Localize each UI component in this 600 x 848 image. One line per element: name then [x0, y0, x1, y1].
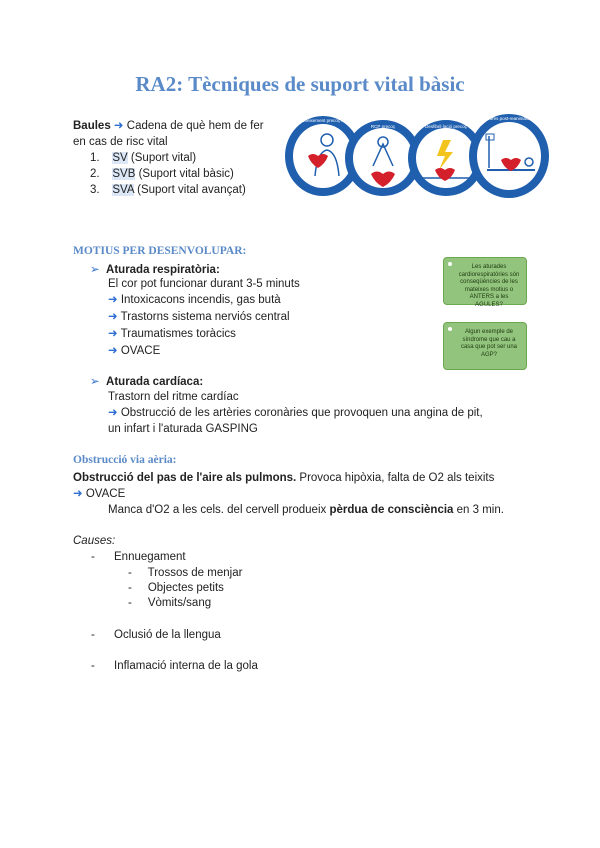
- dash: -: [91, 551, 95, 563]
- list-item-continuation: un infart i l'aturada GASPING: [108, 423, 258, 435]
- cause-subtext: Objectes petits: [147, 582, 224, 594]
- motiu-cardiaca-title: [90, 374, 203, 390]
- list-item: [108, 292, 281, 308]
- list-number: 2.: [90, 168, 100, 180]
- list-number: 1.: [90, 152, 100, 164]
- list-item-text: OVACE: [120, 345, 161, 357]
- cause-subitem: [128, 595, 211, 611]
- list-item: [108, 309, 290, 325]
- causes-label: Causes:: [73, 535, 116, 547]
- arrow-icon: ➜: [108, 311, 118, 323]
- cause-subitem: [128, 580, 224, 596]
- list-item: [90, 182, 246, 198]
- arrow-icon: ➜: [113, 120, 124, 132]
- list-item: [108, 326, 236, 342]
- ovace-line: [73, 486, 125, 502]
- subsection-title: Aturada respiratòria:: [106, 264, 220, 276]
- list-item-text: Traumatismes toràcics: [120, 328, 236, 340]
- page-title: RA2: Tècniques de suport vital bàsic: [135, 72, 465, 96]
- comment-note[interactable]: [443, 322, 527, 370]
- list-item: [108, 343, 160, 359]
- arrow-icon: ➜: [108, 328, 118, 340]
- chain-link-4: [469, 114, 549, 198]
- list-desc: (Suport vital avançat): [137, 184, 246, 196]
- cause-subtext: Trossos de menjar: [147, 567, 243, 579]
- intro-term: Baules: [73, 120, 111, 132]
- section-heading-motius: MOTIUS PER DESENVOLUPAR:: [73, 245, 247, 257]
- cause-text: Oclusió de la llengua: [114, 629, 221, 641]
- dash: -: [128, 597, 132, 609]
- section-heading-obstruccio: Obstrucció via aèria:: [73, 454, 177, 466]
- arrow-icon: ➜: [108, 345, 118, 357]
- intro-line-1: [73, 118, 264, 134]
- dash: -: [91, 660, 95, 672]
- dash: -: [128, 582, 132, 594]
- cause-item: [91, 627, 221, 643]
- text: en 3 min.: [453, 504, 504, 516]
- chain-of-survival-image: [283, 106, 553, 210]
- dash: -: [91, 629, 95, 641]
- list-item-text: Obstrucció de les artèries coronàries que provoquen una angina de pit,: [120, 407, 483, 419]
- obstruccio-definition: [73, 470, 494, 486]
- chain-link-caption: RCP precoç: [370, 124, 396, 129]
- obstruccio-rest: Provoca hipòxia, falta de O2 als teixits: [296, 472, 495, 484]
- arrow-icon: ➜: [108, 407, 118, 419]
- intro-line-2: en cas de risc vital: [73, 136, 168, 148]
- chain-link-caption: Reconeixement precoç i avís: [294, 118, 352, 123]
- list-abbr: SV: [112, 152, 128, 164]
- comment-note[interactable]: [443, 257, 527, 308]
- bullet-arrow-icon: ➢: [90, 376, 100, 388]
- text: Manca d'O2 a les cels. del cervell produeix: [108, 504, 330, 516]
- list-item-text: Intoxicacons incendis, gas butà: [120, 294, 281, 306]
- cause-item: [91, 658, 258, 674]
- cause-text: Inflamació interna de la gola: [114, 660, 258, 672]
- list-item: [90, 166, 234, 182]
- list-abbr: SVA: [112, 184, 134, 196]
- intro-text-1: Cadena de què hem de fer: [126, 120, 264, 132]
- comment-icon: [448, 262, 452, 266]
- arrow-icon: ➜: [108, 294, 118, 306]
- list-desc: (Suport vital bàsic): [138, 168, 234, 180]
- list-item-text: Trastorns sistema nerviós central: [120, 311, 290, 323]
- motiu-respiratoria-desc: El cor pot funcionar durant 3-5 minuts: [108, 278, 300, 290]
- list-desc: (Suport vital): [130, 152, 197, 164]
- bullet-arrow-icon: ➢: [90, 264, 100, 276]
- list-number: 3.: [90, 184, 100, 196]
- comment-text: Les aturades cardiorespiratòries són conseqüències de les mateixes motius o ANTERS a les AGULES?: [458, 264, 520, 308]
- chain-link-caption: Cures post-reanimació: [486, 116, 532, 121]
- cause-subitem: [128, 565, 242, 581]
- ovace-label: OVACE: [85, 488, 126, 500]
- chain-link-caption: Desfibril·lació precoç: [425, 124, 467, 129]
- cause-subtext: Vòmits/sang: [147, 597, 212, 609]
- text-bold: pèrdua de consciència: [329, 504, 454, 516]
- list-item: [90, 150, 196, 166]
- arrow-icon: ➜: [73, 488, 83, 500]
- cause-item: [91, 549, 186, 565]
- obstruccio-bold: Obstrucció del pas de l'aire als pulmons.: [73, 472, 297, 484]
- list-item: [108, 405, 483, 421]
- cause-text: Ennuegament: [114, 551, 186, 563]
- comment-icon: [448, 327, 452, 331]
- motiu-cardiaca-desc: Trastorn del ritme cardíac: [108, 391, 239, 403]
- comment-text: Algun exemple de síndrome que cau a casa que pot ser una AGP?: [460, 329, 518, 358]
- manca-o2-line: [108, 502, 504, 518]
- subsection-title: Aturada cardíaca:: [106, 376, 204, 388]
- list-abbr: SVB: [112, 168, 136, 180]
- dash: -: [128, 567, 132, 579]
